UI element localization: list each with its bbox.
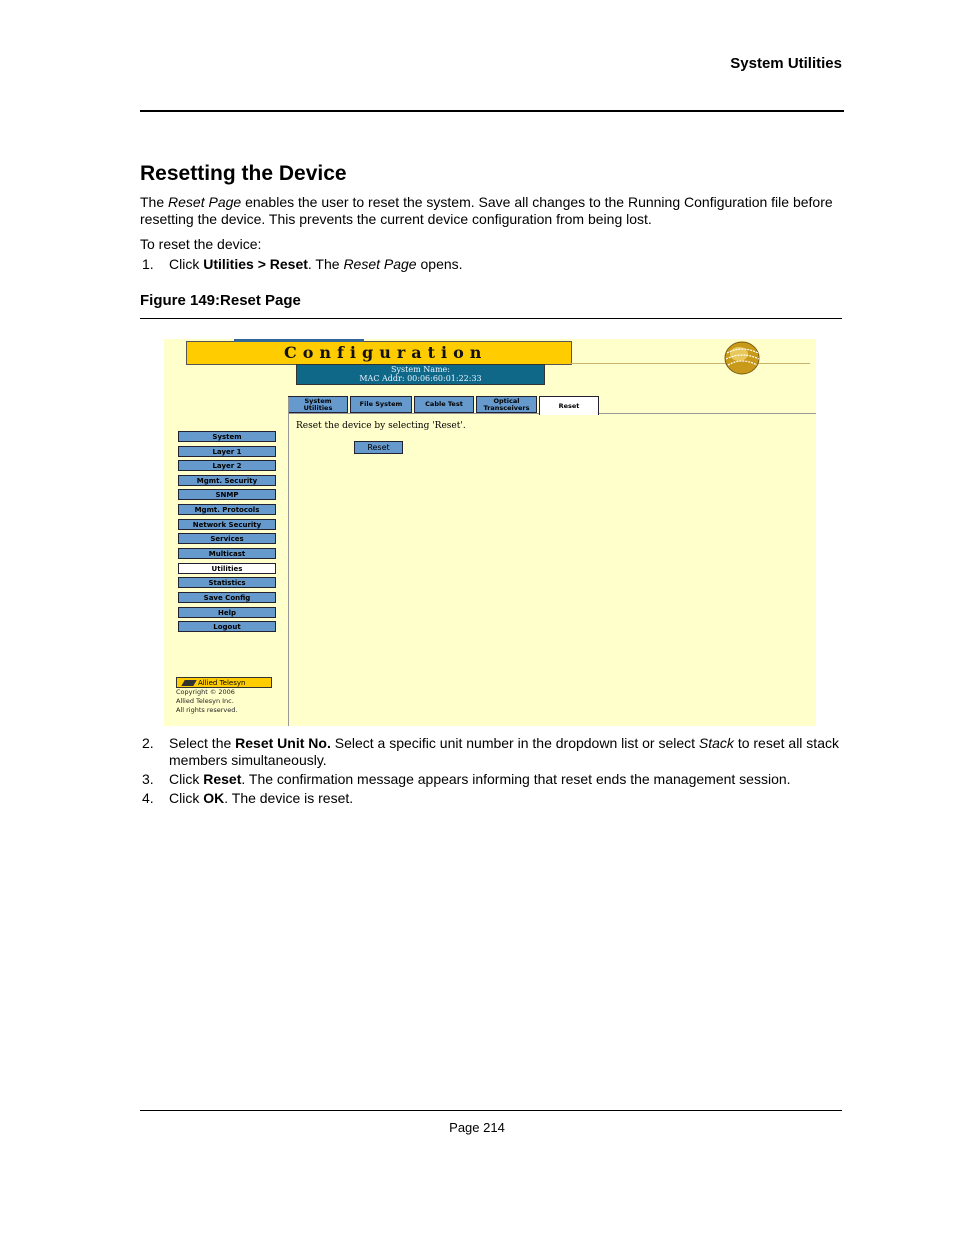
tab-optical-transceivers[interactable]: Optical Transceivers [476,396,537,413]
nav-snmp[interactable]: SNMP [178,489,276,500]
tab-reset[interactable]: Reset [539,396,599,415]
step-list-1 [140,256,845,275]
tab-system-utilities[interactable]: System Utilities [288,396,348,413]
step-4: 4. Click OK. The device is reset. [142,790,354,806]
nav-network-security[interactable]: Network Security [178,519,276,530]
globe-logo-icon [722,339,762,375]
figure-rule [140,318,842,319]
page-number: Page 214 [449,1120,505,1135]
nav-save-config[interactable]: Save Config [178,592,276,603]
tab-file-system[interactable]: File System [350,396,412,413]
reset-button[interactable]: Reset [354,441,403,454]
nav-logout[interactable]: Logout [178,621,276,632]
nav-system[interactable]: System [178,431,276,442]
header-rule [140,110,844,112]
to-reset-text: To reset the device: [140,236,262,252]
tab-cable-test[interactable]: Cable Test [414,396,474,413]
nav-multicast[interactable]: Multicast [178,548,276,559]
section-heading: Resetting the Device [140,162,347,185]
intro-paragraph: The Reset Page enables the user to reset the system. Save all changes to the Running Configuration file before resetting the device. This prevents the current device configuration from being lost. [140,194,833,227]
step-2: 2. Select the Reset Unit No. Select a specific unit number in the dropdown list or select Stack to reset all stack members simultaneously. [142,735,839,768]
nav-layer-2[interactable]: Layer 2 [178,460,276,471]
step-3: 3. Click Reset. The confirmation message appears informing that reset ends the management session. [142,771,791,787]
reset-instruction: Reset the device by selecting 'Reset'. [296,421,466,431]
banner-accent [234,339,364,342]
figure-caption: Figure 149:Reset Page [140,292,301,309]
mac-address-label: MAC Addr: 00:06:60:01:22:33 [359,374,482,383]
config-title: Configuration [284,343,488,362]
sidebar-divider [288,397,289,726]
nav-mgmt-security[interactable]: Mgmt. Security [178,475,276,486]
reset-page-screenshot [164,339,816,726]
nav-layer-1[interactable]: Layer 1 [178,446,276,457]
running-header: System Utilities [730,55,842,72]
footer-rule [140,1110,842,1111]
allied-telesyn-logo: Allied Telesyn [176,677,272,688]
system-info-box [296,364,545,385]
system-name-label: System Name: [391,365,450,374]
nav-statistics[interactable]: Statistics [178,577,276,588]
logo-mark-icon [181,680,196,686]
step-1: 1. Click Utilities > Reset. The Reset Page opens. [142,256,463,272]
nav-mgmt-protocols[interactable]: Mgmt. Protocols [178,504,276,515]
copyright-block: Copyright © 2006 Allied Telesyn Inc. All rights reserved. [176,688,238,714]
nav-utilities[interactable]: Utilities [178,563,276,574]
nav-help[interactable]: Help [178,607,276,618]
step-list-2 [140,735,845,809]
nav-services[interactable]: Services [178,533,276,544]
banner-line [570,363,810,364]
